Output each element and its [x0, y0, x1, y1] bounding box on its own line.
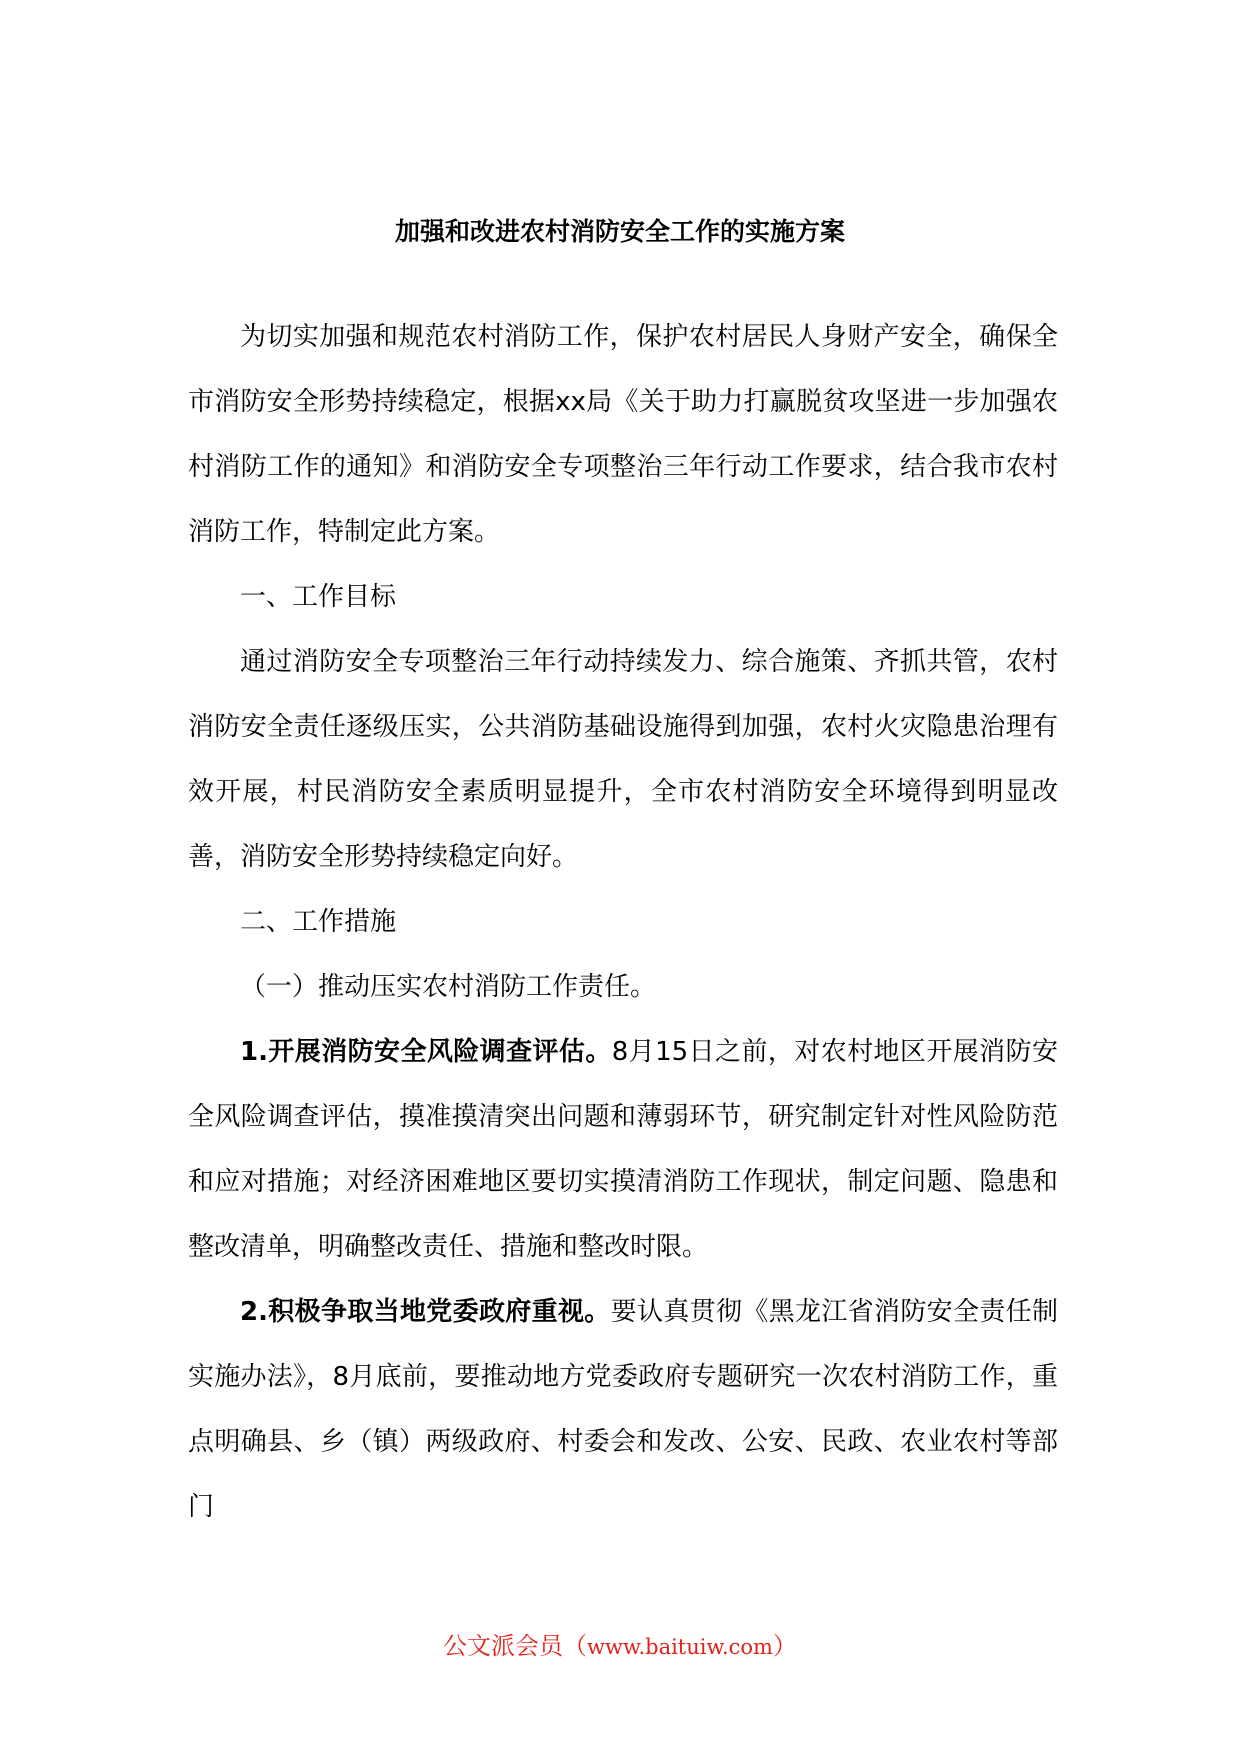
- paragraph-text: 8月15日之前，对农村地区开展消防安全风险调查评估，摸准摸清突出问题和薄弱环节，研究制定针对性风险防范和应对措施；对经济困难地区要切实摸清消防工作现状，制定问题、隐患和整改清单，明确整改责任、措施和整改时限。: [188, 1037, 1059, 1262]
- subheading-responsibility: [188, 955, 1058, 1020]
- heading-goals: [188, 565, 1058, 630]
- paragraph-lead: 1.开展消防安全风险调查评估。: [240, 1037, 612, 1067]
- paragraph-text: 要认真贯彻《黑龙江省消防安全责任制实施办法》，8月底前，要推动地方党委政府专题研究一次农村消防工作，重点明确县、乡（镇）两级政府、村委会和发改、公安、民政、农业农村等部门: [188, 1297, 1058, 1522]
- paragraph-text: 二、工作措施: [240, 907, 397, 937]
- paragraph-text: （一）推动压实农村消防工作责任。: [240, 972, 657, 1002]
- footer-url[interactable]: www.baituiw.com: [587, 1635, 773, 1659]
- paragraph-text: 一、工作目标: [240, 582, 397, 612]
- footer-label: 公文派会员（: [443, 1632, 588, 1660]
- document-title: 加强和改进农村消防安全工作的实施方案: [394, 217, 845, 246]
- document-body: [188, 305, 1058, 1540]
- paragraph-lead: 2.积极争取当地党委政府重视。: [240, 1297, 611, 1327]
- paragraph-text: 通过消防安全专项整治三年行动持续发力、综合施策、齐抓共管，农村消防安全责任逐级压实，公共消防基础设施得到加强，农村火灾隐患治理有效开展，村民消防安全素质明显提升，全市农村消防安全环境得到明显改善，消防安全形势持续稳定向好。: [188, 647, 1058, 872]
- paragraph-intro: [188, 305, 1058, 565]
- footer-watermark: [0, 1628, 1240, 1665]
- paragraph-risk-assessment: [188, 1020, 1058, 1280]
- paragraph-goals: [188, 630, 1058, 890]
- paragraph-text: 为切实加强和规范农村消防工作，保护农村居民人身财产安全，确保全市消防安全形势持续稳定，根据xx局《关于助力打赢脱贫攻坚进一步加强农村消防工作的通知》和消防安全专项整治三年行动工作要求，结合我市农村消防工作，特制定此方案。: [188, 322, 1058, 547]
- heading-measures: [188, 890, 1058, 955]
- footer-close: ）: [772, 1632, 797, 1660]
- paragraph-party-attention: [188, 1280, 1058, 1540]
